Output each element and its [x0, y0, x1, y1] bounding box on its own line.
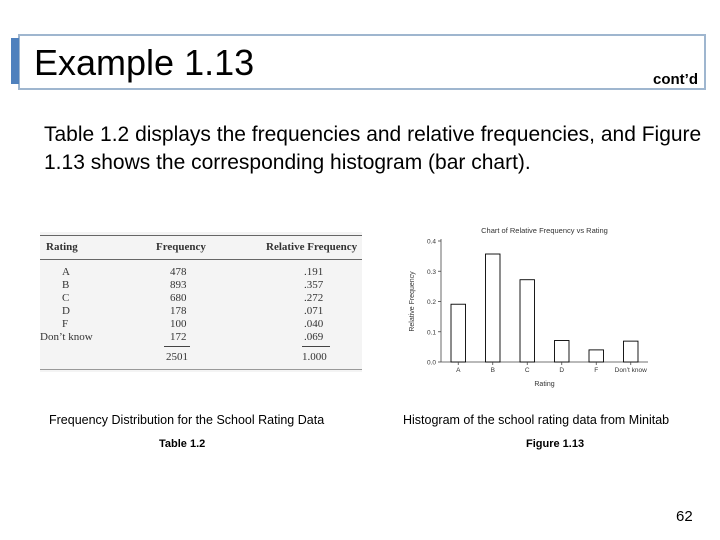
bar — [624, 341, 638, 362]
table-cell-frequency: 680 — [170, 292, 187, 304]
table-header-relative-frequency: Relative Frequency — [266, 241, 358, 253]
intro-paragraph: Table 1.2 displays the frequencies and relative frequencies, and Figure 1.13 shows the corresponding histogram (bar chart). — [44, 123, 702, 174]
x-tick-label: B — [490, 367, 495, 374]
table-cell-relative-frequency: .357 — [304, 279, 324, 291]
table-cell-frequency: 172 — [170, 331, 187, 343]
table-cell-frequency: 100 — [170, 318, 187, 330]
table-cell-relative-frequency: .071 — [304, 305, 324, 317]
bar — [555, 341, 569, 362]
y-tick-label: 0.3 — [426, 268, 436, 276]
table-cell-rating: A — [62, 266, 70, 278]
table-cell-relative-frequency: .272 — [304, 292, 324, 304]
figure-label: Figure 1.13 — [526, 438, 585, 450]
x-tick-label: D — [559, 367, 565, 374]
relative-frequency-bar-chart — [400, 222, 700, 392]
bar — [589, 350, 603, 362]
title-accent-bar — [11, 38, 19, 84]
x-axis-label: Rating — [534, 381, 555, 388]
bar — [486, 254, 500, 362]
table-cell-relative-frequency: .191 — [304, 266, 324, 278]
table-cell-frequency: 178 — [170, 305, 187, 317]
table-bottom-rule — [40, 369, 362, 370]
table-cell-rating: Don’t know — [40, 331, 93, 343]
x-tick-label: A — [456, 367, 461, 374]
y-tick-label: 0.4 — [426, 238, 436, 246]
table-header-rule — [40, 259, 362, 260]
frequency-total: 2501 — [166, 351, 188, 363]
table-header-frequency: Frequency — [156, 241, 206, 253]
y-tick-label: 0.2 — [426, 299, 436, 306]
table-header-rating: Rating — [46, 241, 78, 253]
table-label: Table 1.2 — [159, 438, 206, 450]
table-cell-relative-frequency: .040 — [304, 318, 324, 330]
relative-total: 1.000 — [302, 351, 327, 363]
frequency-table — [40, 232, 362, 372]
y-tick-label: 0.0 — [426, 359, 436, 367]
table-cell-rating: D — [62, 305, 70, 317]
table-cell-frequency: 893 — [170, 279, 187, 291]
slide-title: Example 1.13 — [34, 42, 255, 83]
table-top-rule — [40, 235, 362, 236]
bar — [451, 304, 465, 362]
page-number: 62 — [676, 508, 693, 525]
table-cell-rating: B — [62, 279, 70, 291]
bar — [520, 280, 534, 362]
relative-sum-rule — [302, 346, 330, 347]
table-cell-rating: C — [62, 292, 70, 304]
table-cell-frequency: 478 — [170, 266, 187, 278]
table-caption: Frequency Distribution for the School Rating Data — [49, 413, 325, 427]
x-tick-label: Don’t know — [614, 367, 647, 374]
continued-label: cont’d — [653, 71, 698, 88]
table-cell-relative-frequency: .069 — [304, 331, 324, 343]
y-tick-label: 0.1 — [426, 329, 436, 337]
x-tick-label: C — [524, 367, 530, 374]
table-cell-rating: F — [62, 318, 69, 330]
x-tick-label: F — [594, 367, 599, 374]
chart-title: Chart of Relative Frequency vs Rating — [481, 226, 608, 235]
frequency-sum-rule — [164, 346, 190, 347]
figure-caption: Histogram of the school rating data from Minitab — [403, 413, 670, 427]
y-axis-label: Relative Frequency — [409, 271, 416, 332]
